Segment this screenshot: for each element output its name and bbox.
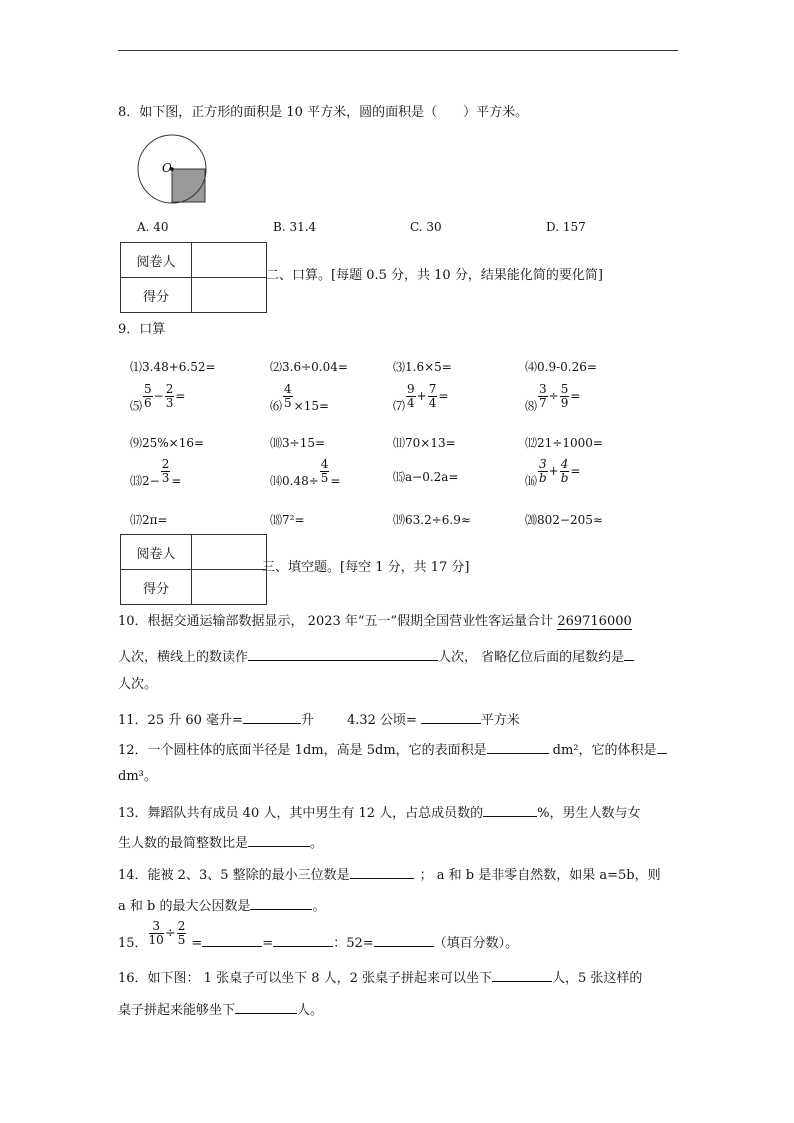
q9-item-5: ⑸ $\frac{5}{6}$ − $\frac{2}{3}$ = xyxy=(130,382,186,413)
q9-item-18: ⒅7²= xyxy=(270,513,305,527)
score-box-score-cell xyxy=(192,570,267,605)
q9-item-4: ⑷0.9-0.26= xyxy=(525,360,597,374)
q10-blank-1 xyxy=(248,647,438,661)
q14-line1: 14．能被 2、3、5 整除的最小三位数是 ； a 和 b 是非零自然数，如果 a=5b，则 xyxy=(118,865,661,884)
q11-blank-1 xyxy=(243,710,301,724)
score-box-reviewer-cell xyxy=(192,243,267,278)
q12-line2: dm³。 xyxy=(118,769,157,784)
q15-line: 15． $\frac{3}{10}$ ÷ $\frac{2}{5}$ = = ：52= （填百分数）。 xyxy=(118,919,519,951)
q9-item-7: ⑺ $\frac{9}{4}$ + $\frac{7}{4}$ = xyxy=(393,382,449,413)
q9-item-13: ⒀2− $\frac{2}{3}$ = xyxy=(130,457,182,488)
q11-line: 11．25 升 60 毫升= 升 4.32 公顷= 平方米 xyxy=(118,710,520,729)
q9-item-12: ⑿21÷1000= xyxy=(525,436,603,450)
header-rule xyxy=(118,50,678,51)
score-box-reviewer-cell xyxy=(192,535,267,570)
q12-blank-1 xyxy=(487,740,549,754)
q15-blank-3 xyxy=(374,933,434,947)
fraction: $\frac{3}{10}$ xyxy=(148,919,164,947)
q8-option-a: A. 40 xyxy=(137,220,169,234)
q9-item-10: ⑽3÷15= xyxy=(270,436,326,450)
q13-line1: 13．舞蹈队共有成员 40 人，其中男生有 12 人，占总成员数的 %，男生人数与女 xyxy=(118,803,641,822)
q11-blank-2 xyxy=(421,710,481,724)
fraction: $\frac{2}{5}$ xyxy=(177,919,186,947)
q9-item-15: ⒂a−0.2a= xyxy=(393,470,459,484)
q12-line1: 12．一个圆柱体的底面半径是 1dm，高是 5dm，它的表面积是 dm²，它的体积是 xyxy=(118,740,667,759)
fraction: $\frac{7}{4}$ xyxy=(428,382,437,410)
q14-blank-1 xyxy=(350,865,414,879)
score-box-reviewer-label: 阅卷人 xyxy=(121,535,192,570)
score-box-score-cell xyxy=(192,278,267,313)
fraction: $\frac{2}{3}$ xyxy=(161,457,170,485)
q10-line1: 10．根据交通运输部数据显示， 2023 年“五一”假期全国营业性客运量合计 269716000 xyxy=(118,614,632,629)
q10-blank-2 xyxy=(624,647,634,661)
q13-blank-1 xyxy=(483,803,537,817)
q9-item-19: ⒆63.2÷6.9≈ xyxy=(393,513,471,527)
circle-square-figure xyxy=(136,134,210,208)
q12-blank-2 xyxy=(657,740,667,754)
fraction: $\frac{2}{3}$ xyxy=(165,382,174,410)
fraction: $\frac{5}{6}$ xyxy=(144,382,152,410)
q15-blank-1 xyxy=(202,933,262,947)
fraction: $\frac{5}{9}$ xyxy=(560,382,569,410)
fraction: $\frac{3}{b}$ xyxy=(538,457,547,485)
fraction: $\frac{4}{5}$ xyxy=(284,382,292,410)
q16-blank-1 xyxy=(492,968,552,982)
q10-line2: 人次，横线上的数读作 人次， 省略亿位后面的尾数约是 xyxy=(118,647,634,666)
q8-option-b: B. 31.4 xyxy=(273,220,317,234)
q9-item-8: ⑻ $\frac{3}{7}$ ÷ $\frac{5}{9}$ = xyxy=(525,382,581,413)
q15-blank-2 xyxy=(273,933,333,947)
q14-line2: a 和 b 的最大公因数是 。 xyxy=(118,896,326,915)
q9-item-11: ⑾70×13= xyxy=(393,436,456,450)
q9-item-16: ⒃ $\frac{3}{b}$ + $\frac{4}{b}$ = xyxy=(525,457,581,488)
fraction: $\frac{4}{5}$ xyxy=(320,457,329,485)
section3-title: 三、填空题。[每空 1 分，共 17 分] xyxy=(262,560,470,575)
q9-item-3: ⑶1.6×5= xyxy=(393,360,452,374)
q8-option-d: D. 157 xyxy=(546,220,586,234)
q16-line1: 16．如下图： 1 张桌子可以坐下 8 人，2 张桌子拼起来可以坐下 人，5 张这样的 xyxy=(118,968,642,987)
q10-line3: 人次。 xyxy=(118,677,158,692)
fraction: $\frac{9}{4}$ xyxy=(407,382,415,410)
q9-title: 9．口算 xyxy=(118,322,166,337)
q8-text: 8．如下图，正方形的面积是 10 平方米，圆的面积是（ ）平方米。 xyxy=(118,105,529,120)
q9-item-1: ⑴3.48+6.52= xyxy=(130,360,216,374)
q8-option-c: C. 30 xyxy=(410,220,442,234)
q13-line2: 生人数的最简整数比是 。 xyxy=(118,833,323,852)
score-box-score-label: 得分 xyxy=(121,278,192,313)
score-box-score-label: 得分 xyxy=(121,570,192,605)
q9-item-20: ⒇802−205≈ xyxy=(525,513,603,527)
score-box-reviewer-label: 阅卷人 xyxy=(121,243,192,278)
q10-number: 269716000 xyxy=(557,614,632,629)
q9-item-14: ⒁0.48÷ $\frac{4}{5}$ = xyxy=(270,457,341,488)
figure-square xyxy=(172,169,205,202)
section2-title: 二、口算。[每题 0.5 分，共 10 分，结果能化简的要化简] xyxy=(266,268,603,283)
score-box-2 xyxy=(120,534,267,605)
q9-item-9: ⑼25%×16= xyxy=(130,436,205,450)
fraction: $\frac{4}{b}$ xyxy=(560,457,569,485)
q9-item-17: ⒄2π= xyxy=(130,513,168,527)
score-box-1 xyxy=(120,242,267,313)
q13-blank-2 xyxy=(248,833,310,847)
q9-item-6: ⑹ $\frac{4}{5}$ ×15= xyxy=(270,382,330,413)
q16-line2: 桌子拼起来能够坐下 人。 xyxy=(118,1000,323,1019)
figure-center-label: O xyxy=(162,161,172,175)
q16-blank-2 xyxy=(235,1000,297,1014)
q14-blank-2 xyxy=(250,896,312,910)
q9-item-2: ⑵3.6÷0.04= xyxy=(270,360,348,374)
fraction: $\frac{3}{7}$ xyxy=(539,382,547,410)
